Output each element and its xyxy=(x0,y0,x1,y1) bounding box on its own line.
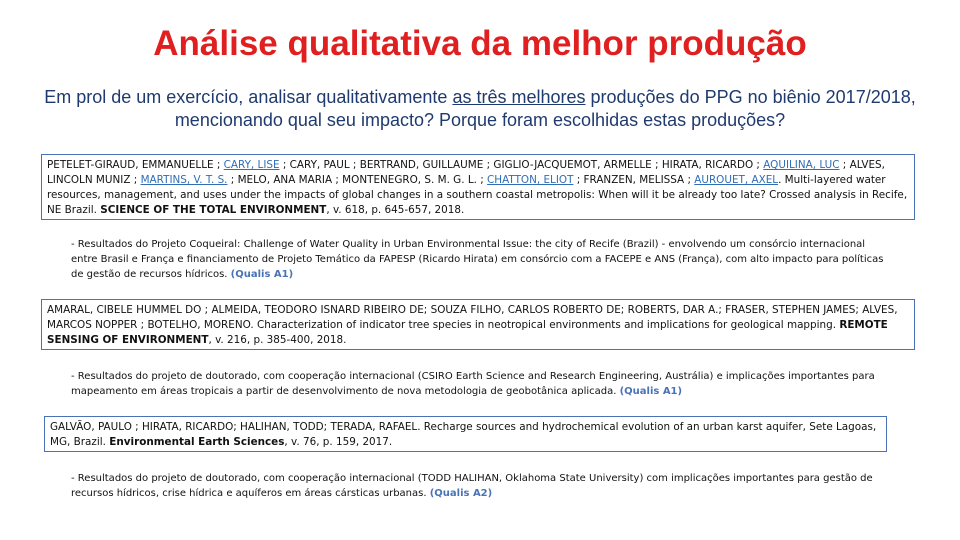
ref1-text-1: PETELET-GIRAUD, EMMANUELLE ; xyxy=(47,159,224,171)
ref1-text-2: ; CARY, PAUL ; BERTRAND, GUILLAUME ; GIGLIO-JACQUEMOT, ARMELLE ; HIRATA, RICARDO ; xyxy=(279,159,764,171)
note2-text: - Resultados do projeto de doutorado, com cooperação internacional (CSIRO Earth Science and Research Engineering, Austrália) e implicações importantes para mapeamento em áreas tropicais a partir de desenvolvimento de nova metodologia de geobotânica aplicada. xyxy=(71,371,875,397)
ref2-text: AMARAL, CIBELE HUMMEL DO ; ALMEIDA, TEODORO ISNARD RIBEIRO DE; SOUZA FILHO, CARLOS ROBERTO DE; ROBERTS, DAR A.; FRASER, STEPHEN JAMES; ALVES, MARCOS NOPPER ; BOTELHO, MORENO. Characterization of indicator tree species in neotropical environments and implications for geological mapping. xyxy=(47,304,898,331)
ref1-author-link-5[interactable]: AUROUET, AXEL xyxy=(694,174,779,186)
ref1-author-link-3[interactable]: MARTINS, V. T. S. xyxy=(140,174,228,186)
intro-text-before: Em prol de um exercício, analisar qualitativamente xyxy=(44,87,453,107)
ref1-tail: , v. 618, p. 645-657, 2018. xyxy=(326,204,465,216)
reference-box-3 xyxy=(44,416,887,452)
ref3-journal: Environmental Earth Sciences xyxy=(109,436,285,448)
ref1-journal: SCIENCE OF THE TOTAL ENVIRONMENT xyxy=(100,204,327,216)
note-1 xyxy=(71,237,891,282)
reference-box-2 xyxy=(41,299,915,350)
ref1-text-4: ; MELO, ANA MARIA ; MONTENEGRO, S. M. G. L. ; xyxy=(227,174,488,186)
note-3 xyxy=(71,471,891,501)
note3-text: - Resultados do projeto de doutorado, com cooperação internacional (TODD HALIHAN, Oklahoma State University) com implicações importantes para gestão de recursos hídricos, crise hídrica e aquíferos em áreas cársticas urbanas. xyxy=(71,473,873,499)
note1-text: - Resultados do Projeto Coqueiral: Challenge of Water Quality in Urban Environmental Issue: the city of Recife (Brazil) - envolvendo um consórcio internacional entre Brasil e França e financiamento de Projeto Temático da FAPESP (Ricardo Hirata) em consórcio com a FACEPE e ANS (França), com alto impacto para políticas de gestão de recursos hídricos. xyxy=(71,239,884,280)
slide-title: Análise qualitativa da melhor produção xyxy=(153,24,807,63)
ref1-author-link-4[interactable]: CHATTON, ELIOT xyxy=(487,174,574,186)
reference-box-1 xyxy=(41,154,915,220)
ref1-text-3: ; ALVES, LINCOLN MUNIZ ; xyxy=(47,159,885,186)
ref3-tail: , v. 76, p. 159, 2017. xyxy=(284,436,393,448)
slide-intro xyxy=(40,86,920,132)
note1-qualis-badge: (Qualis A1) xyxy=(230,269,294,280)
ref3-text: GALVÃO, PAULO ; HIRATA, RICARDO; HALIHAN, TODD; TERADA, RAFAEL. Recharge sources and hydrochemical evolution of an urban karst aquifer, Sete Lagoas, MG, Brazil. xyxy=(50,421,877,448)
intro-text-after: produções do PPG no biênio 2017/2018, mencionando qual seu impacto? Porque foram escolhidas estas produções? xyxy=(174,87,916,130)
ref1-text-6: . Multi-layered water resources, management, and uses under the impacts of global changes in a southern coastal metropolis: When will it be already too late? Crossed analysis in Recife, NE Brazil. xyxy=(47,174,908,216)
note2-qualis-badge: (Qualis A1) xyxy=(619,386,683,397)
ref1-text-5: ; FRANZEN, MELISSA ; xyxy=(573,174,695,186)
ref1-author-link-1[interactable]: CARY, LISE xyxy=(223,159,280,171)
intro-underlined: as três melhores xyxy=(452,87,586,107)
ref1-author-link-2[interactable]: AQUILINA, LUC xyxy=(763,159,840,171)
note3-qualis-badge: (Qualis A2) xyxy=(429,488,493,499)
ref2-journal: REMOTE SENSING OF ENVIRONMENT xyxy=(47,319,888,346)
ref2-tail: , v. 216, p. 385-400, 2018. xyxy=(208,334,347,346)
note-2 xyxy=(71,369,891,399)
